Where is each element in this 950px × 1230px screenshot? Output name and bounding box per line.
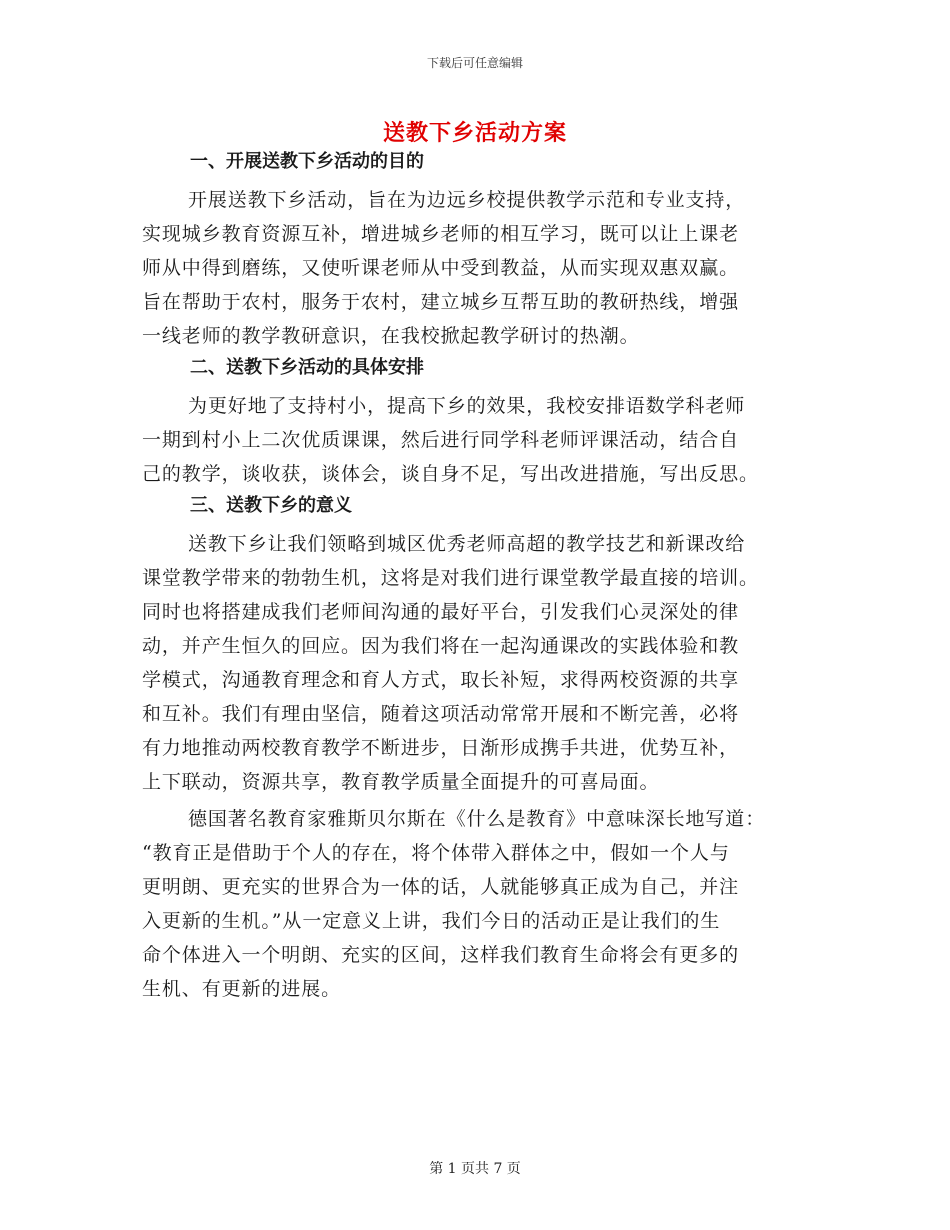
paragraph [142,389,814,491]
text-line: 上下联动，资源共享，教育教学质量全面提升的可喜局面。 [142,771,660,793]
document-title: 送教下乡活动方案 [382,120,567,146]
text-line: 更明朗、更充实的世界合为一体的话，人就能够真正成为自己，并注 [142,876,740,898]
section-heading: 一、开展送教下乡活动的目的 [190,151,424,172]
paragraph [142,183,814,353]
text-line: 同时也将搭建成我们老师间沟通的最好平台，引发我们心灵深处的律 [142,601,740,623]
section [142,150,814,353]
text-line: 旨在帮助于农村，服务于农村，建立城乡互帮互助的教研热线，增强 [142,291,740,313]
text-line: 实现城乡教育资源互补，增进城乡老师的相互学习，既可以让上课老 [142,223,740,245]
text-line: 开展送教下乡活动，旨在为边远乡校提供教学示范和专业支持， [188,189,746,211]
text-line: 生机、有更新的进展。 [142,978,342,1000]
paragraph [142,527,814,799]
page-footer: 第 1 页共 7 页 [429,1161,521,1177]
paragraph [142,802,814,1006]
text-line: “教育正是借助于个人的存在，将个体带入群体之中，假如一个人与 [142,842,730,864]
text-line: 师从中得到磨练，又使听课老师从中受到教益，从而实现双惠双赢。 [142,257,740,279]
section-heading: 二、送教下乡活动的具体安排 [190,357,424,378]
text-line: 入更新的生机。”从一定意义上讲，我们今日的活动正是让我们的生 [142,910,721,932]
section [142,494,814,1006]
text-line: 己的教学，谈收获，谈体会，谈自身不足，写出改进措施，写出反思。 [142,463,759,485]
section [142,356,814,491]
text-line: 动，并产生恒久的回应。因为我们将在一起沟通课改的实践体验和教 [142,635,740,657]
text-line: 命个体进入一个明朗、充实的区间，这样我们教育生命将会有更多的 [142,944,740,966]
text-line: 德国著名教育家雅斯贝尔斯在《什么是教育》中意味深长地写道： [188,808,766,830]
text-line: 送教下乡让我们领略到城区优秀老师高超的教学技艺和新课改给 [188,533,746,555]
text-line: 课堂教学带来的勃勃生机，这将是对我们进行课堂教学最直接的培训。 [142,567,759,589]
document-body [142,150,814,1009]
text-line: 为更好地了支持村小，提高下乡的效果，我校安排语数学科老师 [188,395,746,417]
text-line: 有力地推动两校教育教学不断进步，日渐形成携手共进，优势互补， [142,737,740,759]
section-heading: 三、送教下乡的意义 [190,495,352,516]
text-line: 一期到村小上二次优质课课，然后进行同学科老师评课活动，结合自 [142,429,740,451]
text-line: 一线老师的教学教研意识，在我校掀起教学研讨的热潮。 [142,325,640,347]
text-line: 和互补。我们有理由坚信，随着这项活动常常开展和不断完善，必将 [142,703,740,725]
page-header: 下载后可任意编辑 [426,56,523,70]
text-line: 学模式，沟通教育理念和育人方式，取长补短，求得两校资源的共享 [142,669,740,691]
